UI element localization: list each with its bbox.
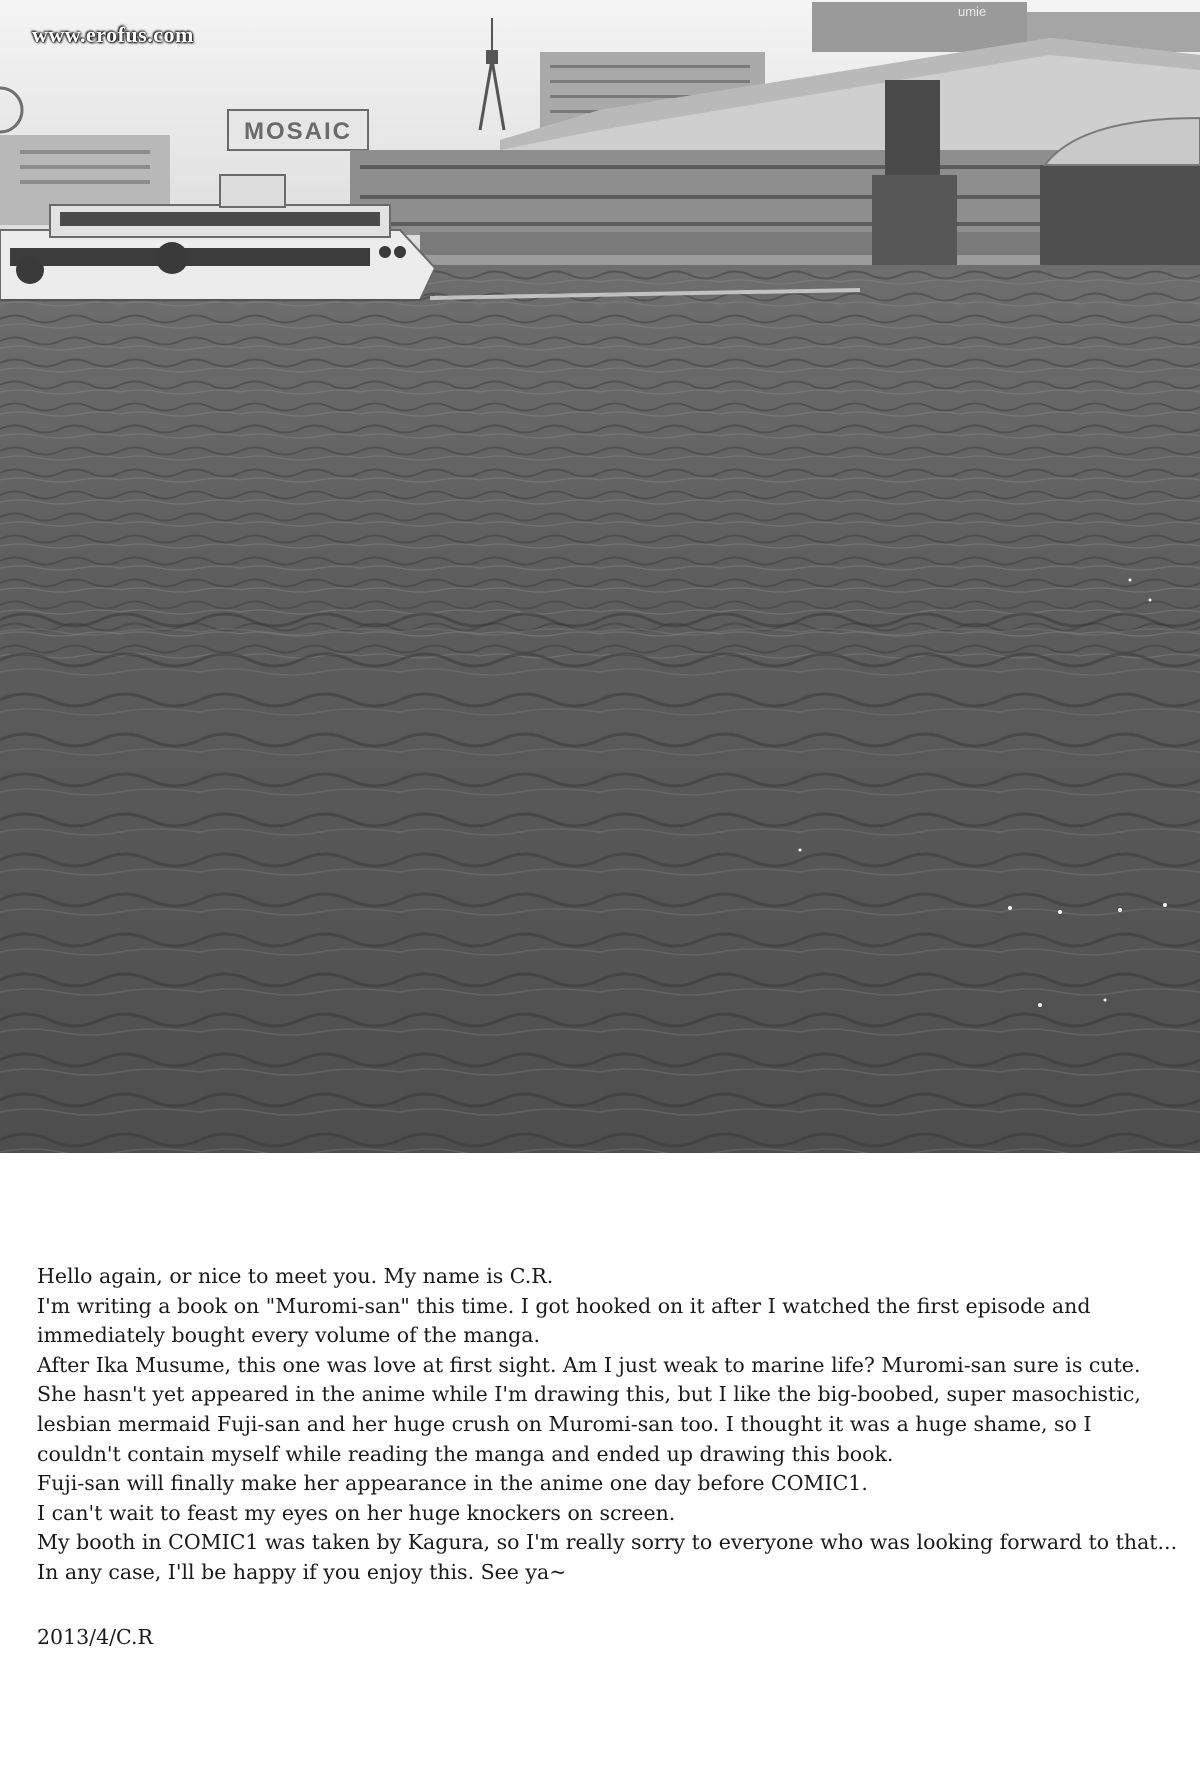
- afterword-line: My booth in COMIC1 was taken by Kagura, so I'm really sorry to everyone who was looking forward to that...: [37, 1530, 1178, 1555]
- afterword-line: immediately bought every volume of the manga.: [37, 1323, 541, 1348]
- signature-date: 2013/4/C.R: [37, 1625, 153, 1649]
- afterword-line: lesbian mermaid Fuji-san and her huge crush on Muromi-san too. I thought it was a huge shame, so I: [37, 1411, 1092, 1436]
- afterword-line: couldn't contain myself while reading the manga and ended up drawing this book.: [37, 1441, 894, 1466]
- mosaic-sign-text: MOSAIC: [244, 118, 352, 145]
- umie-sign: [958, 4, 986, 19]
- watermark-text: www.erofus.com: [32, 22, 194, 47]
- mosaic-sign: [228, 110, 368, 150]
- afterword-line: She hasn't yet appeared in the anime while I'm drawing this, but I like the big-boobed, super masochistic,: [37, 1382, 1141, 1407]
- afterword-line: After Ika Musume, this one was love at first sight. Am I just weak to marine life? Muromi-san sure is cute.: [37, 1352, 1141, 1377]
- afterword-line: Hello again, or nice to meet you. My name is C.R.: [37, 1264, 554, 1288]
- afterword-line: Fuji-san will finally make her appearance in the anime one day before COMIC1.: [37, 1471, 868, 1496]
- afterword-text: [37, 1262, 1177, 1588]
- afterword-line: I can't wait to feast my eyes on her huge knockers on screen.: [37, 1500, 676, 1525]
- afterword-line: In any case, I'll be happy if you enjoy this. See ya~: [37, 1559, 567, 1584]
- afterword-line: I'm writing a book on "Muromi-san" this time. I got hooked on it after I watched the first episode and: [37, 1293, 1091, 1318]
- umie-sign-text: umie: [958, 4, 987, 19]
